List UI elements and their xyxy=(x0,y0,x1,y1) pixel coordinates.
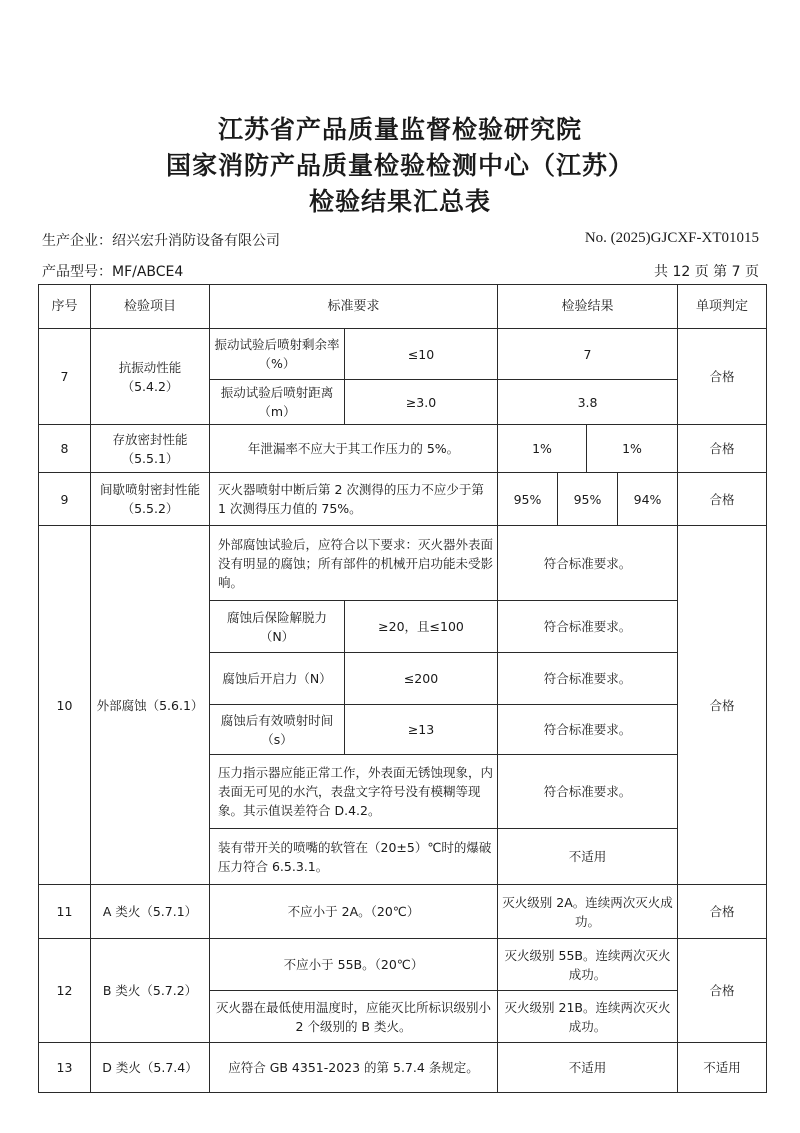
item-cell: 外部腐蚀（5.6.1） xyxy=(91,526,210,885)
result-cell: 符合标准要求。 xyxy=(498,705,678,755)
requirement-cell: ≥3.0 xyxy=(345,380,498,425)
product-model: 产品型号：MF/ABCE4 xyxy=(42,264,184,280)
col-verdict: 单项判定 xyxy=(678,285,767,329)
verdict-cell: 合格 xyxy=(678,885,767,939)
seq-cell: 7 xyxy=(39,329,91,425)
result-cell: 94% xyxy=(618,473,678,526)
requirement-cell: ≥13 xyxy=(345,705,498,755)
sub-label-cell: 振动试验后喷射距离（m） xyxy=(210,380,345,425)
result-cell: 灭火级别 55B。连续两次灭火成功。 xyxy=(498,939,678,991)
report-header xyxy=(0,112,800,220)
col-standard: 标准要求 xyxy=(210,285,498,329)
meta-line-1 xyxy=(42,230,759,250)
requirement-cell: 灭火器在最低使用温度时，应能灭比所标识级别小 2 个级别的 B 类火。 xyxy=(210,991,498,1043)
table-row xyxy=(39,473,767,526)
result-cell: 不适用 xyxy=(498,829,678,885)
col-seq: 序号 xyxy=(39,285,91,329)
col-item: 检验项目 xyxy=(91,285,210,329)
seq-cell: 9 xyxy=(39,473,91,526)
table-header-row xyxy=(39,285,767,329)
item-cell: 存放密封性能（5.5.1） xyxy=(91,425,210,473)
verdict-cell: 合格 xyxy=(678,473,767,526)
result-cell: 符合标准要求。 xyxy=(498,526,678,601)
result-cell: 7 xyxy=(498,329,678,380)
item-cell: B 类火（5.7.2） xyxy=(91,939,210,1043)
sub-label-cell: 腐蚀后开启力（N） xyxy=(210,653,345,705)
sub-label-cell: 腐蚀后有效喷射时间（s） xyxy=(210,705,345,755)
page-indicator: 共 12 页 第 7 页 xyxy=(654,264,759,280)
item-cell: 间歇喷射密封性能（5.5.2） xyxy=(91,473,210,526)
result-cell: 符合标准要求。 xyxy=(498,653,678,705)
result-cell: 灭火级别 2A。连续两次灭火成功。 xyxy=(498,885,678,939)
verdict-cell: 合格 xyxy=(678,526,767,885)
seq-cell: 8 xyxy=(39,425,91,473)
item-cell: A 类火（5.7.1） xyxy=(91,885,210,939)
table-row xyxy=(39,329,767,380)
verdict-cell: 不适用 xyxy=(678,1043,767,1093)
table-row xyxy=(39,1043,767,1093)
sub-label-cell: 腐蚀后保险解脱力（N） xyxy=(210,601,345,653)
seq-cell: 13 xyxy=(39,1043,91,1093)
item-cell: D 类火（5.7.4） xyxy=(91,1043,210,1093)
table-title: 检验结果汇总表 xyxy=(308,187,491,216)
institute-title: 江苏省产品质量监督检验研究院 xyxy=(217,115,582,144)
seq-cell: 12 xyxy=(39,939,91,1043)
table-row xyxy=(39,425,767,473)
table-row xyxy=(39,939,767,991)
requirement-cell: ≥20，且≤100 xyxy=(345,601,498,653)
result-cell: 符合标准要求。 xyxy=(498,755,678,829)
requirement-cell: 压力指示器应能正常工作，外表面无锈蚀现象，内表面无可见的水汽，表盘文字符号没有模糊等现象。其示值误差符合 D.4.2。 xyxy=(210,755,498,829)
requirement-cell: 年泄漏率不应大于其工作压力的 5%。 xyxy=(210,425,498,473)
requirement-cell: 装有带开关的喷嘴的软管在（20±5）℃时的爆破压力符合 6.5.3.1。 xyxy=(210,829,498,885)
center-title: 国家消防产品质量检验检测中心（江苏） xyxy=(165,151,634,180)
col-result: 检验结果 xyxy=(498,285,678,329)
meta-line-2 xyxy=(42,261,759,281)
requirement-cell: 应符合 GB 4351-2023 的第 5.7.4 条规定。 xyxy=(210,1043,498,1093)
result-cell: 95% xyxy=(498,473,558,526)
result-cell: 95% xyxy=(558,473,618,526)
manufacturer: 生产企业：绍兴宏升消防设备有限公司 xyxy=(42,233,280,249)
results-table xyxy=(38,284,767,1093)
result-cell: 灭火级别 21B。连续两次灭火成功。 xyxy=(498,991,678,1043)
item-cell: 抗振动性能（5.4.2） xyxy=(91,329,210,425)
requirement-cell: 不应小于 2A。（20℃） xyxy=(210,885,498,939)
result-cell: 3.8 xyxy=(498,380,678,425)
result-cell: 1% xyxy=(498,425,587,473)
requirement-cell: ≤10 xyxy=(345,329,498,380)
requirement-cell: ≤200 xyxy=(345,653,498,705)
sub-label-cell: 振动试验后喷射剩余率（%） xyxy=(210,329,345,380)
requirement-cell: 不应小于 55B。（20℃） xyxy=(210,939,498,991)
result-cell: 符合标准要求。 xyxy=(498,601,678,653)
seq-cell: 11 xyxy=(39,885,91,939)
verdict-cell: 合格 xyxy=(678,939,767,1043)
result-cell: 不适用 xyxy=(498,1043,678,1093)
result-cell: 1% xyxy=(587,425,678,473)
verdict-cell: 合格 xyxy=(678,329,767,425)
verdict-cell: 合格 xyxy=(678,425,767,473)
report-number: No. (2025)GJCXF-XT01015 xyxy=(584,230,759,246)
table-row xyxy=(39,885,767,939)
seq-cell: 10 xyxy=(39,526,91,885)
table-row xyxy=(39,526,767,601)
requirement-cell: 外部腐蚀试验后，应符合以下要求：灭火器外表面没有明显的腐蚀；所有部件的机械开启功能未受影响。 xyxy=(210,526,498,601)
requirement-cell: 灭火器喷射中断后第 2 次测得的压力不应少于第 1 次测得压力值的 75%。 xyxy=(210,473,498,526)
